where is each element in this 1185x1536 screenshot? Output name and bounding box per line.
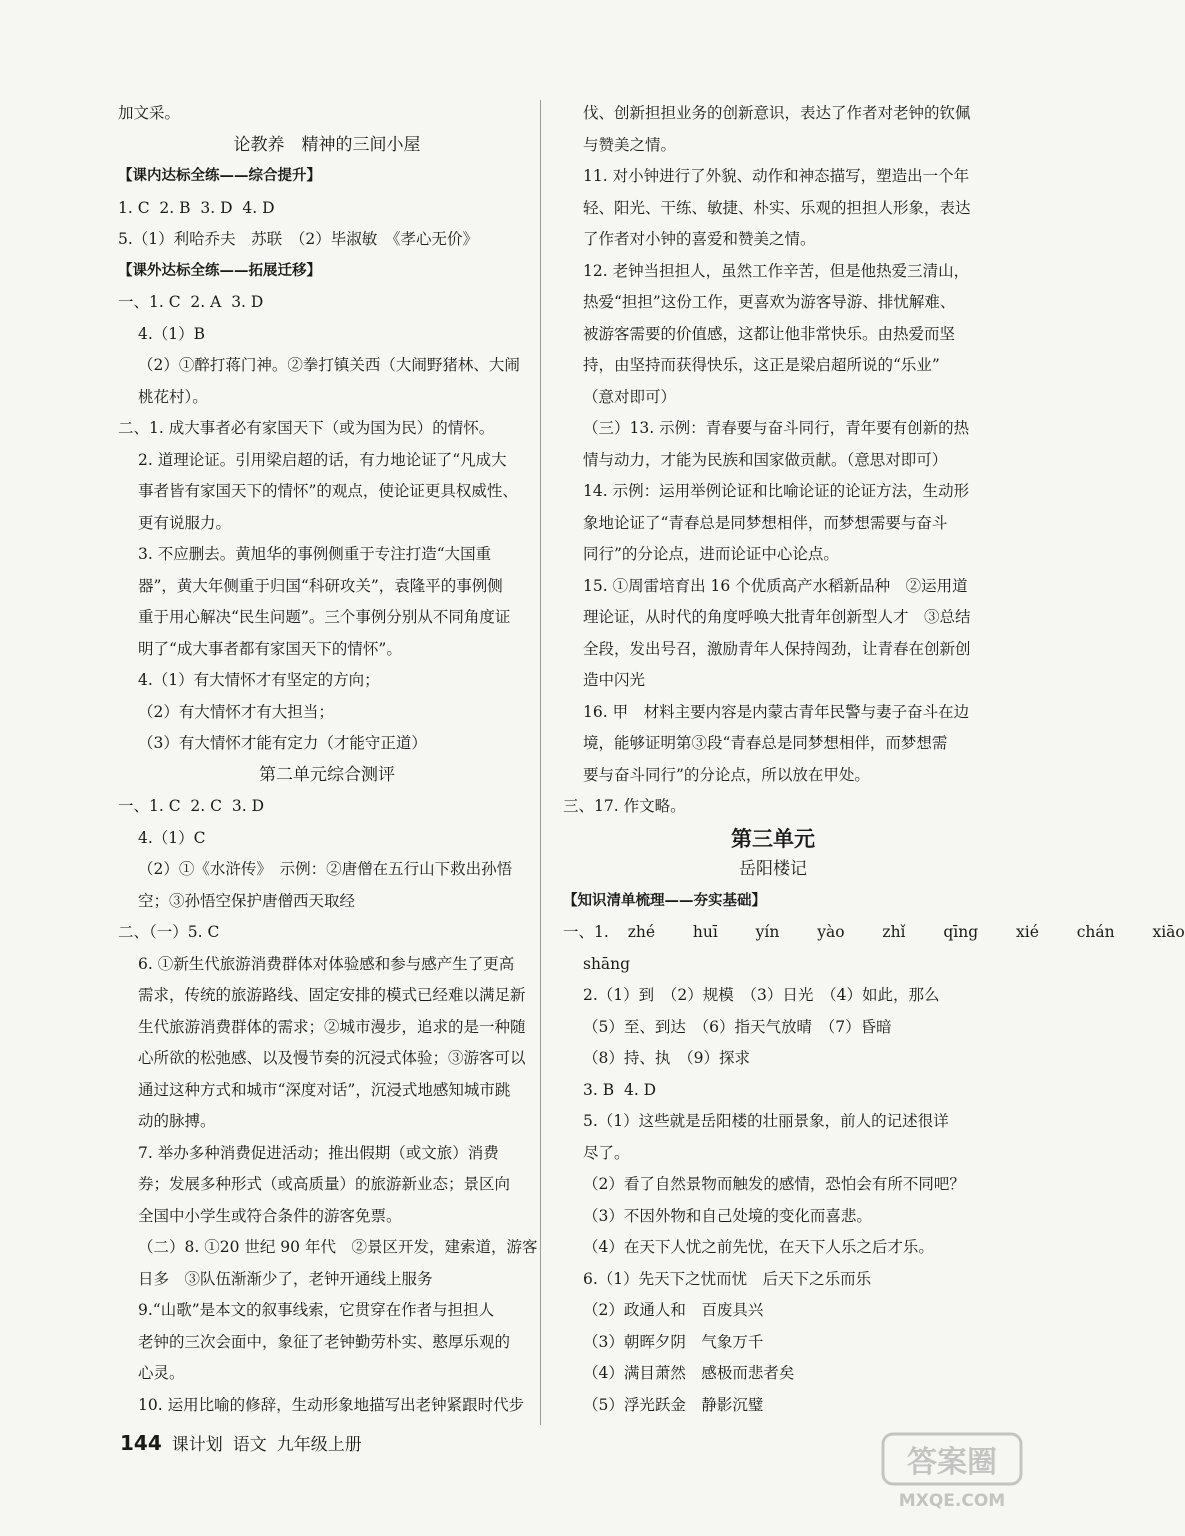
answer-line: 事者皆有家国天下的情怀”的观点，使论证更具权威性、 [138, 482, 518, 500]
answer-line: 12. 老钟当担担人，虽然工作辛苦，但是他热爱三清山， [583, 261, 970, 280]
answer-line: 二、1. 成大事者必有家国天下（或为国为民）的情怀。 [118, 419, 495, 437]
section-title: 第二单元综合测评 [259, 764, 395, 785]
answer-line: 5.（1）利哈乔夫 苏联 （2）毕淑敏 《孝心无价》 [118, 230, 479, 248]
grade-name: 九年级上册 [276, 1435, 362, 1455]
series-name: 课计划 [171, 1435, 223, 1455]
pinyin-line: 一、1. zhé huī yín yào zhǐ qīng xié chán xiāo [563, 923, 1185, 941]
answer-line: 空；③孙悟空保护唐僧西天取经 [138, 891, 356, 910]
answer-line: 伐、创新担担业务的创新意识，表达了作者对老钟的钦佩 [583, 104, 971, 122]
answer-line: 桃花村）。 [138, 387, 208, 406]
answer-line: 16. 甲 材料主要内容是内蒙古青年民警与妻子奋斗在边 [583, 702, 970, 721]
text-line: 加文采。 [118, 104, 181, 122]
answer-line: （2）看了自然景物而触发的感情，恐怕会有所不同吧？ [583, 1175, 965, 1193]
answer-line: 一、1. C 2. A 3. D [118, 293, 264, 311]
page-footer [120, 1430, 362, 1455]
right-column [563, 98, 1185, 1421]
answer-line: 理论证，从时代的角度呼唤大批青年创新型人才 ③总结 [583, 608, 971, 626]
answer-line: 动的脉搏。 [138, 1112, 216, 1130]
answer-line: 三、17. 作文略。 [563, 797, 686, 815]
answer-line: 全段，发出号召，激励青年人保持闯劲，让青春在创新创 [583, 639, 971, 658]
subsection-label: 【课外达标全练——拓展迁移】 [118, 262, 321, 279]
answer-line: 日多 ③队伍渐渐少了，老钟开通线上服务 [138, 1269, 433, 1288]
svg-text:MXQE.COM: MXQE.COM [898, 1491, 1006, 1511]
answer-line: （三）13. 示例：青春要与奋斗同行，青年要有创新的热 [583, 419, 970, 437]
answer-line: 3. B 4. D [583, 1080, 657, 1099]
subsection-label: 【知识清单梳理——夯实基础】 [563, 892, 766, 909]
column-divider [540, 100, 541, 1425]
answer-line: 轻、阳光、干练、敏捷、朴实、乐观的担担人形象，表达 [583, 198, 971, 217]
subsection-label: 【课内达标全练——综合提升】 [118, 168, 321, 184]
answer-line: 生代旅游消费群体的需求；②城市漫步，追求的是一种随 [138, 1017, 526, 1036]
answer-line: （5）浮光跃金 静影沉璧 [583, 1395, 764, 1414]
answer-line: 老钟的三次会面中，象征了老钟勤劳朴实、憨厚乐观的 [138, 1332, 511, 1351]
answer-line: （3）不因外物和自己处境的变化而喜悲。 [583, 1206, 872, 1225]
answer-line: 持，由坚持而获得快乐，这正是梁启超所说的“乐业” [583, 356, 940, 374]
answer-line: 需求，传统的旅游路线、固定安排的模式已经难以满足新 [138, 986, 526, 1004]
answer-line: 4.（1）C [138, 828, 206, 847]
answer-line: 更有说服力。 [138, 513, 232, 532]
answer-line: 通过这种方式和城市“深度对话”，沉浸式地感知城市跳 [138, 1080, 511, 1099]
answer-line: （4）在天下人忧之前先忧，在天下人乐之后才乐。 [583, 1238, 934, 1256]
answer-line: 同行”的分论点，进而论证中心论点。 [583, 545, 839, 563]
answer-line: （4）满目萧然 感极而悲者矣 [583, 1364, 795, 1382]
answer-line: 15. ①周雷培育出 16 个优质高产水稻新品种 ②运用道 [583, 576, 968, 595]
answer-line: 3. 不应删去。黄旭华的事例侧重于专注打造“大国重 [138, 545, 492, 563]
answer-line: 6. ①新生代旅游消费群体对体验感和参与感产生了更高 [138, 954, 515, 973]
answer-line: 心灵。 [138, 1364, 185, 1382]
answer-line: （二）8. ①20 世纪 90 年代 ②景区开发，建索道，游客 [138, 1238, 538, 1256]
svg-text:答案圈: 答案圈 [907, 1445, 997, 1480]
answer-line: （2）政通人和 百废具兴 [583, 1301, 764, 1319]
answer-line: 2.（1）到 （2）规模 （3）日光 （4）如此，那么 [583, 986, 940, 1004]
watermark-logo [877, 1428, 1027, 1514]
answer-line: 9.“山歌”是本文的叙事线索，它贯穿在作者与担担人 [138, 1301, 495, 1319]
answer-line: （5）至、到达 （6）指天气放晴 （7）昏暗 [583, 1017, 892, 1036]
answer-line: 全国中小学生或符合条件的游客免票。 [138, 1206, 402, 1225]
answer-line: 11. 对小钟进行了外貌、动作和神态描写，塑造出一个年 [583, 167, 970, 185]
answer-line: 1. C 2. B 3. D 4. D [118, 198, 275, 217]
answer-line: （2）有大情怀才有大担当； [138, 702, 334, 721]
answer-line: 2. 道理论证。引用梁启超的话，有力地论证了“凡成大 [138, 450, 507, 469]
answer-line: 了作者对小钟的喜爱和赞美之情。 [583, 230, 816, 248]
answer-line: 二、（一）5. C [118, 923, 220, 941]
subject-name: 语文 [232, 1435, 267, 1455]
answer-line: 情与动力，才能为民族和国家做贡献。（意思对即可） [583, 450, 948, 469]
answer-line: （意对即可） [583, 387, 677, 406]
answer-line: 要与奋斗同行”的分论点，所以放在甲处。 [583, 765, 870, 784]
answer-line: （3）朝晖夕阴 气象万千 [583, 1332, 764, 1351]
answer-line: 与赞美之情。 [583, 135, 677, 154]
answer-line: 5.（1）这些就是岳阳楼的壮丽景象，前人的记述很详 [583, 1112, 949, 1130]
answer-line: 14. 示例：运用举例论证和比喻论证的论证方法，生动形 [583, 482, 970, 500]
answer-line: 器”，黄大年侧重于归国“科研攻关”，袁隆平的事例侧 [138, 576, 503, 595]
answer-line: （3）有大情怀才能有定力（才能守正道） [138, 734, 427, 752]
answer-line: （2）①《水浒传》 示例：②唐僧在五行山下救出孙悟 [138, 860, 513, 878]
section-title: 岳阳楼记 [739, 859, 807, 879]
answer-line: 境，能够证明第③段“青春总是同梦想相伴，而梦想需 [583, 734, 948, 752]
pinyin-line: shāng [583, 954, 631, 973]
answer-line: 重于用心解决“民生问题”。三个事例分别从不同角度证 [138, 608, 511, 626]
answer-line: （8）持、执 （9）探求 [583, 1049, 750, 1067]
section-title: 论教养 精神的三间小屋 [233, 134, 421, 155]
unit-title: 第三单元 [731, 825, 815, 851]
page-number: 144 [120, 1431, 162, 1455]
answer-line: （2）①醉打蒋门神。②拳打镇关西（大闹野猪林、大闹 [138, 356, 520, 374]
answer-line: 心所欲的松弛感、以及慢节奏的沉浸式体验；③游客可以 [138, 1049, 526, 1067]
answer-line: 6.（1）先天下之忧而忧 后天下之乐而乐 [583, 1269, 872, 1288]
answer-line: 被游客需要的价值感，这都让他非常快乐。由热爱而坚 [583, 324, 956, 343]
answer-line: 热爱“担担”这份工作，更喜欢为游客导游、排忧解难、 [583, 293, 956, 311]
answer-line: 10. 运用比喻的修辞，生动形象地描写出老钟紧跟时代步 [138, 1395, 525, 1414]
answer-line: 4.（1）B [138, 324, 206, 343]
left-column [118, 98, 536, 1421]
answer-line: 明了“成大事者都有家国天下的情怀”。 [138, 639, 402, 658]
answer-line: 券；发展多种形式（或高质量）的旅游新业态；景区向 [138, 1175, 511, 1193]
answer-line: 4.（1）有大情怀才有坚定的方向； [138, 671, 380, 689]
answer-line: 尽了。 [583, 1143, 630, 1162]
answer-line: 一、1. C 2. C 3. D [118, 797, 265, 815]
answer-line: 象地论证了“青春总是同梦想相伴，而梦想需要与奋斗 [583, 513, 948, 532]
answer-line: 7. 举办多种消费促进活动；推出假期（或文旅）消费 [138, 1143, 499, 1162]
answer-line: 造中闪光 [583, 671, 646, 689]
